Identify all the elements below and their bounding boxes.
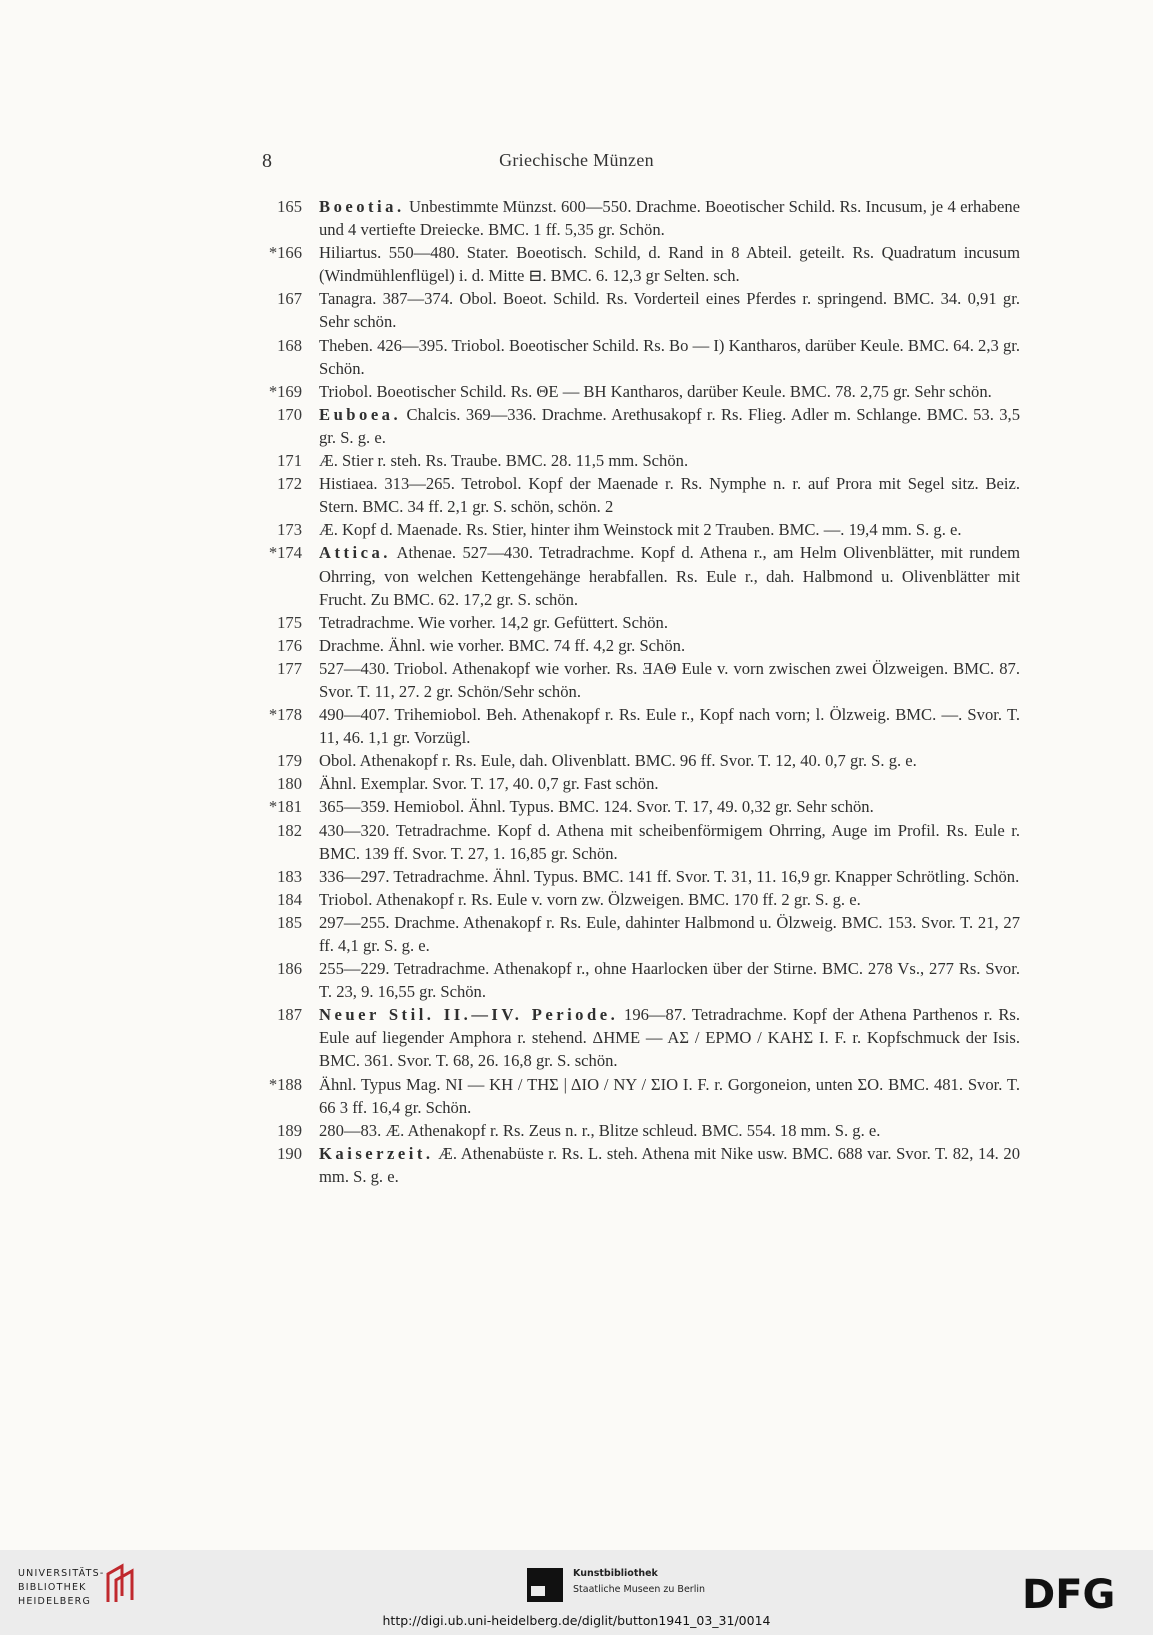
entry-number: 186: [277, 959, 302, 979]
catalogue-entry: [258, 795, 1020, 818]
dfg-logo: [1022, 1574, 1132, 1612]
catalogue-entry: [258, 865, 1020, 888]
entry-text: 297—255. Drachme. Athenakopf r. Rs. Eule, dahinter Halbmond u. Ölzweig. BMC. 153. Svor. T. 21, 27 ff. 4,1 gr. S. g. e.: [319, 912, 1020, 955]
entry-text: Tetradrachme. Wie vorher. 14,2 gr. Gefüttert. Schön.: [319, 612, 668, 632]
university-library-logo-icon: [104, 1562, 138, 1606]
catalogue-entry: [258, 957, 1020, 1003]
entry-text: 280—83. Æ. Athenakopf r. Rs. Zeus n. r., Blitze schleud. BMC. 554. 18 mm. S. g. e.: [319, 1120, 881, 1140]
entry-number: 184: [277, 889, 302, 909]
page-number: 8: [262, 150, 272, 172]
catalogue-entry: [258, 380, 1020, 403]
entry-text: Æ. Kopf d. Maenade. Rs. Stier, hinter ihm Weinstock mit 2 Trauben. BMC. —. 19,4 mm. S. g. e.: [319, 520, 962, 540]
entry-text: 527—430. Triobol. Athenakopf wie vorher. Rs. ƎAΘ Eule v. vorn zwischen zwei Ölzweigen. BMC. 87. Svor. T. 11, 27. 2 gr. Schön/Sehr schön.: [319, 658, 1020, 701]
entry-text: 255—229. Tetradrachme. Athenakopf r., ohne Haarlocken über der Stirne. BMC. 278 Vs., 277 Rs. Svor. T. 23, 9. 16,55 gr. Schön.: [319, 959, 1020, 1002]
entry-text: Obol. Athenakopf r. Rs. Eule, dah. Olivenblatt. BMC. 96 ff. Svor. T. 12, 40. 0,7 gr. S. g. e.: [319, 751, 917, 771]
entry-number: 165: [277, 197, 302, 216]
catalogue-entries: [258, 195, 1020, 1188]
catalogue-entry: [258, 749, 1020, 772]
catalogue-entry: [258, 518, 1020, 541]
catalogue-entry: [258, 541, 1020, 610]
entry-number: 177: [277, 658, 302, 678]
entry-number: 168: [277, 335, 302, 355]
kunstbibliothek-logo-text: [573, 1566, 705, 1598]
entry-text: Attica. Athenae. 527—430. Tetradrachme. Kopf d. Athena r., am Helm Olivenblätter, mit rundem Ohrring, von welchen Kettengehänge herabfallen. Rs. Eule r., dah. Halbmond u. Olivenblätter mit Frucht. Zu BMC. 62. 17,2 gr. S. schön.: [319, 543, 1020, 609]
permalink-url[interactable]: http://digi.ub.uni-heidelberg.de/diglit/button1941_03_31/0014: [382, 1613, 771, 1628]
entry-number: 179: [277, 751, 302, 771]
catalogue-entry: [258, 287, 1020, 333]
entry-text: Ähnl. Exemplar. Svor. T. 17, 40. 0,7 gr. Fast schön.: [319, 774, 659, 794]
catalogue-entry: [258, 1073, 1020, 1119]
entry-number: 190: [277, 1143, 302, 1163]
entry-number: *181: [268, 797, 302, 817]
catalogue-entry: [258, 772, 1020, 795]
entry-text: Triobol. Boeotischer Schild. Rs. ΘE — BH Kantharos, darüber Keule. BMC. 78. 2,75 gr. Sehr schön.: [319, 381, 992, 401]
catalogue-entry: [258, 911, 1020, 957]
entry-number: *188: [268, 1074, 302, 1094]
entry-number: *169: [268, 381, 302, 401]
entry-text: 430—320. Tetradrachme. Kopf d. Athena mit scheibenförmigem Ohrring, Auge im Profil. Rs. Eule r. BMC. 139 ff. Svor. T. 27, 1. 16,85 gr. Schön.: [319, 820, 1020, 863]
university-library-logo-text: UNIVERSITÄTS- BIBLIOTHEK HEIDELBERG: [18, 1568, 105, 1607]
entry-text: Neuer Stil. II.—IV. Periode. 196—87. Tetradrachme. Kopf der Athena Parthenos r. Rs. Eule auf liegender Amphora r. stehend. ΔHME — AΣ / EPMO / KAHΣ I. F. r. Kopfschmuck der Isis. BMC. 361. Svor. T. 68, 26. 16,8 gr. S. schön.: [319, 1005, 1020, 1071]
catalogue-entry: [258, 195, 1020, 241]
catalogue-entry: [258, 472, 1020, 518]
entry-text: Drachme. Ähnl. wie vorher. BMC. 74 ff. 4,2 gr. Schön.: [319, 635, 686, 655]
entry-text: Theben. 426—395. Triobol. Boeotischer Schild. Rs. Bo — I) Kantharos, darüber Keule. BMC. 64. 2,3 gr. Schön.: [319, 335, 1020, 378]
entry-number: 170: [277, 404, 302, 424]
catalogue-entry: [258, 819, 1020, 865]
entry-number: 182: [277, 820, 302, 840]
entry-text: 490—407. Trihemiobol. Beh. Athenakopf r. Rs. Eule r., Kopf nach vorn; l. Ölzweig. BMC. —. Svor. T. 11, 46. 1,1 gr. Vorzügl.: [319, 705, 1020, 748]
catalogue-entry: [258, 1142, 1020, 1188]
kunstbibliothek-name: Kunstbibliothek: [573, 1568, 658, 1579]
kunstbibliothek-subtitle: Staatliche Museen zu Berlin: [573, 1584, 706, 1595]
entry-number: 185: [277, 912, 302, 932]
entry-text: 365—359. Hemiobol. Ähnl. Typus. BMC. 124. Svor. T. 17, 49. 0,32 gr. Sehr schön.: [319, 797, 874, 817]
catalogue-entry: [258, 403, 1020, 449]
catalogue-entry: [258, 611, 1020, 634]
entry-number: 172: [277, 474, 302, 494]
entry-number: 171: [277, 451, 302, 471]
catalogue-entry: [258, 241, 1020, 287]
entry-text: Kaiserzeit. Æ. Athenabüste r. Rs. L. steh. Athena mit Nike usw. BMC. 688 var. Svor. T. 82, 14. 20 mm. S. g. e.: [319, 1143, 1020, 1186]
catalogue-entry: [258, 1119, 1020, 1142]
entry-text: Histiaea. 313—265. Tetrobol. Kopf der Maenade r. Rs. Nymphe n. r. auf Prora mit Segel sitz. Beiz. Stern. BMC. 34 ff. 2,1 gr. S. schön, schön. 2: [319, 474, 1020, 517]
entry-number: 180: [277, 774, 302, 794]
entry-number: 187: [277, 1005, 302, 1025]
catalogue-entry: [258, 703, 1020, 749]
catalogue-entry: [258, 1003, 1020, 1072]
entry-text: Ähnl. Typus Mag. NI — KH / THΣ | ΔIO / NY / ΣIO I. F. r. Gorgoneion, unten ΣO. BMC. 481. Svor. T. 66 3 ff. 16,4 gr. Schön.: [319, 1074, 1020, 1117]
kunstbibliothek-logo-icon: [527, 1568, 563, 1602]
entry-number: *174: [268, 543, 302, 563]
entry-text: Hiliartus. 550—480. Stater. Boeotisch. Schild, d. Rand in 8 Abteil. geteilt. Rs. Quadratum incusum (Windmühlenflügel) i. d. Mitte ⊟. BMC. 6. 12,3 gr Selten. sch.: [319, 243, 1020, 286]
entry-text: Tanagra. 387—374. Obol. Boeot. Schild. Rs. Vorderteil eines Pferdes r. springend. BMC. 34. 0,91 gr. Sehr schön.: [319, 289, 1020, 332]
entry-text: Triobol. Athenakopf r. Rs. Eule v. vorn zw. Ölzweigen. BMC. 170 ff. 2 gr. S. g. e.: [319, 889, 861, 909]
entry-number: 183: [277, 866, 302, 886]
dfg-logo-text: DFG: [1022, 1574, 1116, 1612]
entry-number: 173: [277, 520, 302, 540]
catalogue-entry: [258, 334, 1020, 380]
catalogue-entry: [258, 888, 1020, 911]
entry-text: Æ. Stier r. steh. Rs. Traube. BMC. 28. 11,5 mm. Schön.: [319, 451, 689, 471]
entry-text: Boeotia. Unbestimmte Münzst. 600—550. Drachme. Boeotischer Schild. Rs. Incusum, je 4 erhabene und 4 vertiefte Dreiecke. BMC. 1 ff. 5,35 gr. Schön.: [319, 197, 1020, 240]
entry-text: Euboea. Chalcis. 369—336. Drachme. Arethusakopf r. Rs. Flieg. Adler m. Schlange. BMC. 53. 3,5 gr. S. g. e.: [319, 404, 1020, 447]
entry-number: 189: [277, 1120, 302, 1140]
entry-number: 176: [277, 635, 302, 655]
entry-number: *166: [268, 243, 302, 263]
catalogue-entry: [258, 634, 1020, 657]
entry-number: 175: [277, 612, 302, 632]
entry-number: 167: [277, 289, 302, 309]
running-title: Griechische Münzen: [499, 150, 654, 170]
entry-number: *178: [268, 705, 302, 725]
catalogue-entry: [258, 657, 1020, 703]
entry-text: 336—297. Tetradrachme. Ähnl. Typus. BMC. 141 ff. Svor. T. 31, 11. 16,9 gr. Knapper Schrötling. Schön.: [319, 866, 1020, 886]
catalogue-entry: [258, 449, 1020, 472]
